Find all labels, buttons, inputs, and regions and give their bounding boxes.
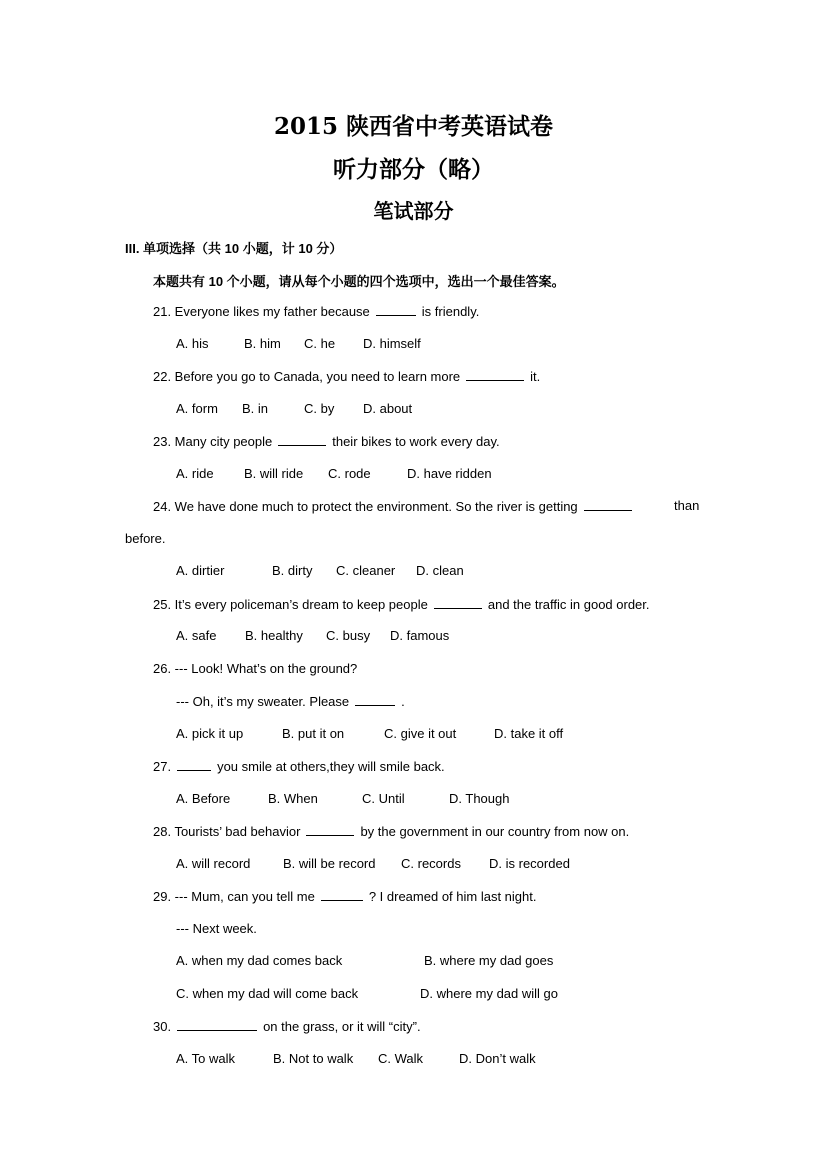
question-stem-end: you smile at others,they will smile back. <box>217 759 445 774</box>
question-stem: 30. <box>153 1019 172 1034</box>
option-a: A. To walk <box>176 1051 236 1066</box>
question-stem-end: ? I dreamed of him last night. <box>368 889 537 904</box>
answer-blank <box>584 498 632 511</box>
question-22 <box>153 368 540 384</box>
answer-blank <box>278 433 326 446</box>
option-a: A. his <box>176 336 209 351</box>
option-a: A. safe <box>176 628 217 643</box>
option-d: D. clean <box>416 563 464 578</box>
option-d: D. have ridden <box>407 466 492 481</box>
question-stem-end: their bikes to work every day. <box>332 434 500 449</box>
question-stem: --- Oh, it’s my sweater. Please <box>176 694 350 709</box>
option-a: A. pick it up <box>176 726 244 741</box>
option-d: D. take it off <box>494 726 564 741</box>
option-d: D. is recorded <box>489 856 570 871</box>
question-stem-end: on the grass, or it will “city”. <box>263 1019 421 1034</box>
option-d: D. Don’t walk <box>459 1051 536 1066</box>
question-stem: 23. Many city people <box>153 434 273 449</box>
option-c: C. he <box>304 336 336 351</box>
question-21 <box>153 303 479 319</box>
option-a: A. ride <box>176 466 214 481</box>
question-24 <box>153 498 638 514</box>
question-stem: 24. We have done much to protect the environment. So the river is getting <box>153 499 578 514</box>
question-30 <box>153 1018 421 1034</box>
question-26-dialogue <box>176 693 405 709</box>
option-b: B. healthy <box>245 628 303 643</box>
question-stem: 21. Everyone likes my father because <box>153 304 370 319</box>
question-27 <box>153 758 445 774</box>
answer-blank <box>355 693 395 706</box>
question-stem-continued: before. <box>125 531 166 546</box>
option-c: C. when my dad will come back <box>176 986 359 1001</box>
option-d: D. Though <box>449 791 510 806</box>
question-29 <box>153 888 536 904</box>
option-a: A. Before <box>176 791 231 806</box>
question-stem-end: and the traffic in good order. <box>487 597 650 612</box>
option-c: C. records <box>401 856 461 871</box>
option-b: B. will ride <box>244 466 304 481</box>
question-stem: 29. --- Mum, can you tell me <box>153 889 315 904</box>
option-b: B. dirty <box>272 563 313 578</box>
section-heading: III. 单项选择（共 10 小题，计 10 分） <box>125 241 343 256</box>
option-d: D. famous <box>390 628 450 643</box>
option-a: A. dirtier <box>176 563 225 578</box>
option-a: A. form <box>176 401 218 416</box>
answer-blank <box>177 758 211 771</box>
answer-blank <box>376 303 416 316</box>
question-stem-end: it. <box>530 369 541 384</box>
section-instruction: 本题共有 10 个小题，请从每个小题的四个选项中，选出一个最佳答案。 <box>153 274 565 289</box>
question-stem: 22. Before you go to Canada, you need to learn more <box>153 369 461 384</box>
answer-blank <box>177 1018 257 1031</box>
option-b: B. where my dad goes <box>424 953 554 968</box>
option-b: B. in <box>242 401 269 416</box>
option-d: D. where my dad will go <box>420 986 558 1001</box>
question-stem-end: than <box>674 498 700 513</box>
question-26: 26. --- Look! What’s on the ground? <box>153 661 358 676</box>
option-c: C. rode <box>328 466 371 481</box>
option-c: C. by <box>304 401 335 416</box>
question-23 <box>153 433 500 449</box>
question-stem: 28. Tourists’ bad behavior <box>153 824 301 839</box>
option-b: B. When <box>268 791 318 806</box>
question-28 <box>153 823 629 839</box>
answer-blank <box>306 823 354 836</box>
question-stem-end: by the government in our country from now on. <box>360 824 630 839</box>
option-b: B. put it on <box>282 726 345 741</box>
option-c: C. busy <box>326 628 371 643</box>
exam-title: 2015 陕西省中考英语试卷 <box>273 113 554 140</box>
option-c: C. give it out <box>384 726 457 741</box>
question-stem-end: is friendly. <box>421 304 480 319</box>
option-b: B. will be record <box>283 856 376 871</box>
question-stem: 27. <box>153 759 172 774</box>
option-c: C. Walk <box>378 1051 424 1066</box>
answer-blank <box>466 368 524 381</box>
option-c: C. Until <box>362 791 405 806</box>
written-section-title: 笔试部分 <box>373 199 454 223</box>
listening-section-title: 听力部分（略） <box>333 156 494 183</box>
question-25 <box>153 596 650 612</box>
option-b: B. him <box>244 336 281 351</box>
answer-blank <box>434 596 482 609</box>
option-d: D. about <box>363 401 413 416</box>
option-a: A. will record <box>176 856 251 871</box>
option-a: A. when my dad comes back <box>176 953 343 968</box>
option-c: C. cleaner <box>336 563 396 578</box>
option-b: B. Not to walk <box>273 1051 354 1066</box>
answer-blank <box>321 888 363 901</box>
option-d: D. himself <box>363 336 421 351</box>
question-stem-end: . <box>401 694 405 709</box>
question-stem: 25. It’s every policeman’s dream to keep people <box>153 597 428 612</box>
question-29-reply: --- Next week. <box>176 921 257 936</box>
